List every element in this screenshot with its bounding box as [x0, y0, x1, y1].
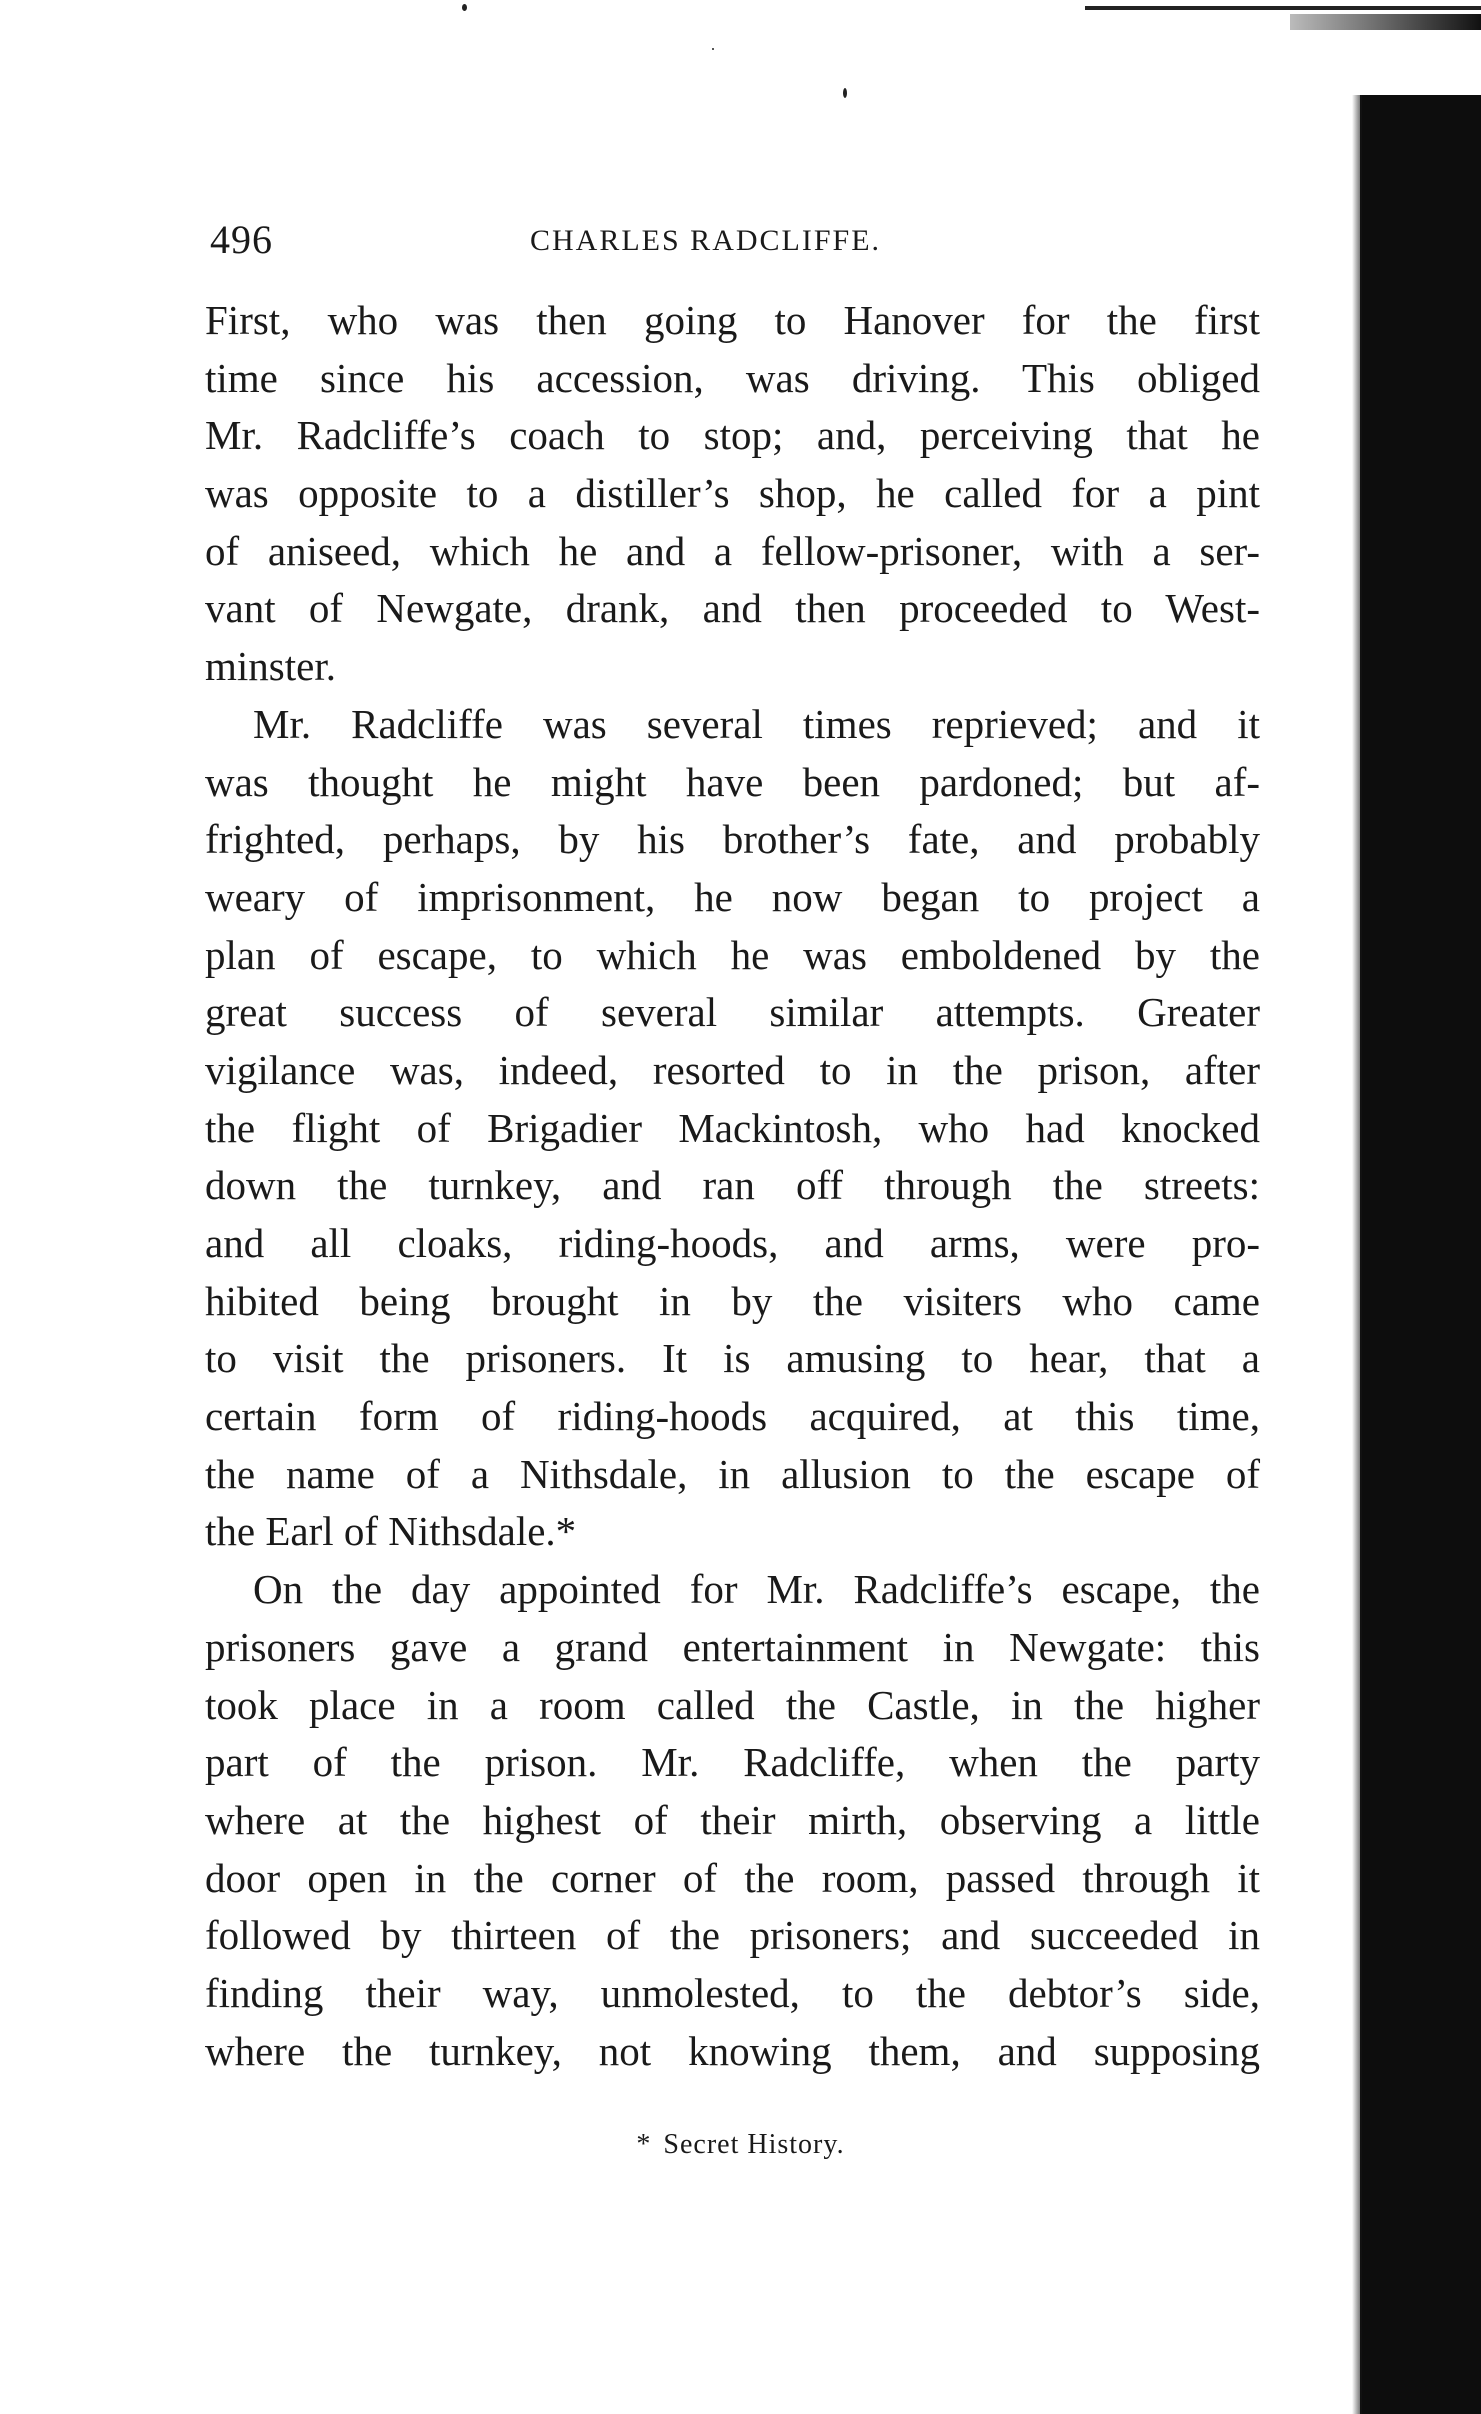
text-line: plan of escape, to which he was emboldened by the	[205, 931, 1260, 978]
text-line: hibited being brought in by the visiters who came	[205, 1277, 1260, 1324]
text-line: great success of several similar attempts. Greater	[205, 989, 1260, 1036]
text-line: was opposite to a distiller’s shop, he called for a pint	[205, 470, 1260, 517]
text-line: the Earl of Nithsdale.*	[205, 1508, 577, 1555]
page-number: 496	[210, 217, 273, 262]
footnote-text: Secret History.	[663, 2129, 845, 2160]
text-line: the flight of Brigadier Mackintosh, who had knocked	[205, 1104, 1260, 1151]
binding-edge-shadow	[1360, 95, 1481, 2414]
text-line: time since his accession, was driving. This obliged	[205, 354, 1260, 401]
text-line: part of the prison. Mr. Radcliffe, when the party	[205, 1739, 1260, 1786]
text-line: door open in the corner of the room, passed through it	[205, 1854, 1260, 1901]
text-line: frighted, perhaps, by his brother’s fate, and probably	[205, 816, 1260, 863]
paragraph-start-line: Mr. Radcliffe was several times reprieved; and it	[253, 700, 1260, 747]
footnote-marker: *	[636, 2129, 652, 2160]
text-line: First, who was then going to Hanover for the first	[205, 297, 1260, 343]
text-line: where at the highest of their mirth, observing a little	[205, 1796, 1260, 1843]
scan-edge-rule	[1085, 6, 1481, 10]
text-line: was thought he might have been pardoned; but af-	[205, 758, 1260, 805]
text-line: followed by thirteen of the prisoners; and succeeded in	[205, 1912, 1260, 1959]
text-line: the name of a Nithsdale, in allusion to the escape of	[205, 1450, 1260, 1497]
text-line: of aniseed, which he and a fellow-prisoner, with a ser-	[205, 527, 1260, 574]
body-text	[205, 292, 1260, 2080]
text-line: vigilance was, indeed, resorted to in the prison, after	[205, 1046, 1260, 1093]
page-header	[210, 212, 1260, 268]
text-line: to visit the prisoners. It is amusing to hear, that a	[205, 1335, 1260, 1382]
text-line: vant of Newgate, drank, and then proceeded to West-	[205, 585, 1260, 632]
running-title: CHARLES RADCLIFFE.	[530, 224, 882, 257]
scan-speck	[712, 48, 714, 50]
text-line: weary of imprisonment, he now began to project a	[205, 873, 1260, 920]
scan-edge-shadow	[1290, 14, 1481, 30]
text-line: took place in a room called the Castle, in the higher	[205, 1681, 1260, 1728]
text-line: prisoners gave a grand entertainment in Newgate: this	[205, 1623, 1260, 1670]
text-line: finding their way, unmolested, to the debtor’s side,	[205, 1969, 1260, 2016]
text-line: where the turnkey, not knowing them, and supposing	[205, 2027, 1260, 2074]
text-line: minster.	[205, 643, 336, 690]
footnote	[0, 2125, 1481, 2165]
scan-speck	[462, 4, 467, 11]
paragraph-start-line: On the day appointed for Mr. Radcliffe’s escape, the	[253, 1566, 1260, 1613]
text-line: certain form of riding-hoods acquired, at this time,	[205, 1393, 1260, 1440]
scan-speck	[843, 88, 847, 98]
text-line: down the turnkey, and ran off through the streets:	[205, 1162, 1260, 1209]
text-line: Mr. Radcliffe’s coach to stop; and, perceiving that he	[205, 412, 1260, 459]
text-line: and all cloaks, riding-hoods, and arms, were pro-	[205, 1220, 1260, 1266]
